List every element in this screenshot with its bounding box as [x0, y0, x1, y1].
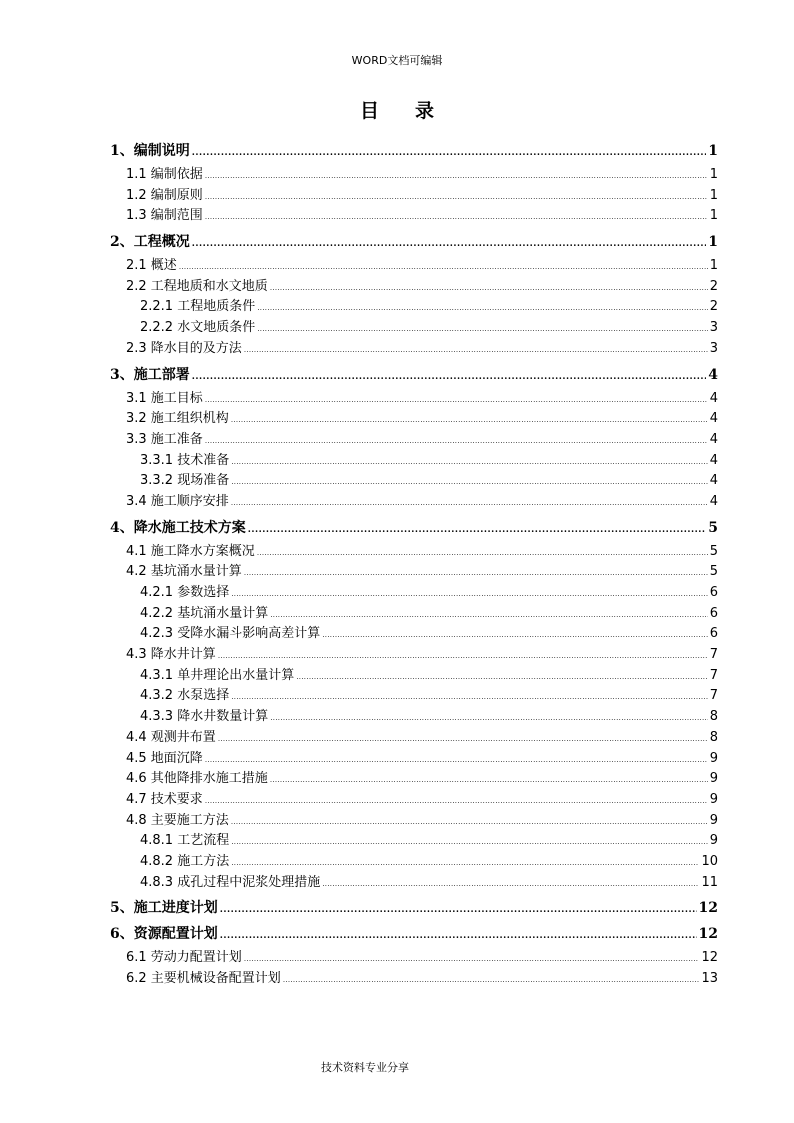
toc-entry-level-2[interactable]: [110, 540, 718, 561]
toc-entry-level-3[interactable]: [110, 664, 718, 685]
toc-dot-leader: [192, 148, 707, 158]
toc-entry-label: 2.3 降水目的及方法: [126, 340, 242, 356]
toc-entry-level-2[interactable]: [110, 767, 718, 788]
toc-entry-level-2[interactable]: [110, 428, 718, 449]
toc-entry-level-3[interactable]: [110, 850, 718, 871]
toc-entry-page-number: 5: [709, 564, 718, 580]
toc-entry-level-1[interactable]: [110, 364, 718, 384]
toc-dot-leader: [192, 372, 707, 382]
toc-entry-page-number: 1: [709, 208, 718, 224]
toc-dot-leader: [257, 325, 708, 333]
toc-dot-leader: [205, 797, 708, 805]
toc-entry-page-number: 3: [709, 340, 718, 356]
toc-entry-page-number: 13: [701, 971, 718, 986]
toc-entry-page-number: 12: [701, 950, 718, 966]
toc-entry-level-2[interactable]: [110, 726, 718, 747]
toc-entry-label: 3.1 施工目标: [126, 390, 203, 406]
toc-entry-page-number: 6: [709, 585, 718, 600]
toc-entry-page-number: 12: [698, 926, 718, 943]
toc-dot-leader: [270, 284, 708, 292]
toc-entry-label: 2.2 工程地质和水文地质: [126, 278, 268, 294]
toc-entry-label: 3.3.1 技术准备: [140, 452, 230, 468]
toc-entry-page-number: 1: [709, 258, 718, 274]
toc-entry-label: 1.2 编制原则: [126, 187, 203, 203]
toc-title: [0, 96, 794, 123]
toc-entry-page-number: 10: [701, 853, 718, 869]
toc-entry-page-number: 8: [709, 729, 718, 745]
toc-entry-level-3[interactable]: [110, 316, 718, 337]
toc-entry-level-2[interactable]: [110, 560, 718, 581]
toc-entry-page-number: 5: [708, 519, 718, 536]
toc-entry-page-number: 7: [709, 647, 718, 663]
toc-entry-level-3[interactable]: [110, 295, 718, 316]
toc-entry-label: 3.3 施工准备: [126, 431, 203, 447]
toc-entry-level-2[interactable]: [110, 163, 718, 184]
toc-dot-leader: [270, 714, 708, 722]
toc-entry-label: 1.1 编制依据: [126, 167, 203, 182]
toc-entry-level-2[interactable]: [110, 254, 718, 275]
toc-dot-leader: [205, 172, 708, 180]
toc-entry-level-2[interactable]: [110, 387, 718, 408]
toc-entry-label: 4.5 地面沉降: [126, 750, 203, 766]
toc-entry-label: 4.2 基坑涌水量计算: [126, 564, 242, 580]
toc-entry-page-number: 12: [698, 900, 718, 917]
toc-entry-page-number: 4: [709, 431, 718, 447]
toc-entry-label: 4.1 施工降水方案概况: [126, 543, 255, 559]
toc-dot-leader: [283, 976, 700, 984]
table-of-contents: [110, 140, 718, 988]
toc-entry-page-number: 5: [709, 543, 718, 559]
toc-dot-leader: [179, 263, 708, 271]
toc-entry-level-3[interactable]: [110, 622, 718, 643]
toc-entry-page-number: 3: [709, 320, 718, 336]
toc-entry-label: 4.4 观测井布置: [126, 729, 216, 745]
page-header: WORD文档可编辑: [351, 54, 443, 67]
toc-dot-leader: [218, 652, 708, 660]
toc-entry-page-number: 8: [709, 709, 718, 725]
toc-dot-leader: [205, 756, 708, 764]
toc-dot-leader: [322, 880, 699, 888]
toc-dot-leader: [231, 838, 708, 846]
toc-entry-page-number: 4: [709, 411, 718, 427]
toc-entry-label: 4.7 技术要求: [126, 791, 203, 807]
page-footer: 技术资料专业分享: [321, 1061, 409, 1074]
toc-entry-level-2[interactable]: [110, 337, 718, 358]
toc-entry-label: 4.3.1 单井理论出水量计算: [140, 667, 295, 683]
toc-entry-label: 4.8.2 施工方法: [140, 853, 230, 869]
toc-entry-page-number: 4: [708, 366, 718, 383]
toc-dot-leader: [231, 499, 708, 507]
toc-dot-leader: [205, 213, 708, 221]
toc-dot-leader: [248, 525, 707, 535]
toc-title-char-1: 目: [359, 100, 379, 122]
toc-entry-label: 2.2.2 水文地质条件: [140, 320, 256, 336]
toc-entry-level-2[interactable]: [110, 490, 718, 511]
toc-dot-leader: [322, 631, 708, 639]
toc-entry-label: 1、编制说明: [110, 143, 190, 159]
toc-entry-page-number: 4: [709, 473, 718, 489]
toc-entry-page-number: 9: [709, 791, 718, 807]
toc-entry-label: 2、工程概况: [110, 234, 190, 251]
toc-entry-label: 4.3.3 降水井数量计算: [140, 709, 269, 725]
toc-entry-level-2[interactable]: [110, 643, 718, 664]
toc-entry-level-3[interactable]: [110, 684, 718, 705]
toc-entry-label: 2.2.1 工程地质条件: [140, 299, 256, 315]
toc-entry-page-number: 1: [709, 187, 718, 203]
toc-entry-level-3[interactable]: [110, 829, 718, 850]
toc-entry-page-number: 11: [701, 874, 718, 890]
toc-dot-leader: [244, 346, 708, 354]
toc-entry-page-number: 9: [709, 750, 718, 766]
toc-entry-label: 6.1 劳动力配置计划: [126, 950, 242, 966]
toc-entry-level-1[interactable]: [110, 140, 718, 160]
toc-dot-leader: [231, 478, 708, 486]
toc-entry-page-number: 4: [709, 390, 718, 406]
toc-dot-leader: [296, 673, 708, 681]
toc-entry-label: 4.2.2 基坑涌水量计算: [140, 605, 269, 621]
toc-entry-label: 4.3 降水井计算: [126, 647, 216, 663]
toc-entry-level-2[interactable]: [110, 946, 718, 967]
toc-entry-page-number: 1: [708, 143, 718, 159]
toc-entry-label: 5、施工进度计划: [110, 900, 218, 917]
toc-entry-label: 4.2.3 受降水漏斗影响高差计算: [140, 626, 321, 642]
toc-entry-label: 4.3.2 水泵选择: [140, 688, 230, 704]
toc-entry-label: 4.2.1 参数选择: [140, 585, 230, 600]
toc-entry-level-1[interactable]: [110, 923, 718, 943]
toc-entry-level-2[interactable]: [110, 184, 718, 205]
toc-dot-leader: [231, 818, 708, 826]
toc-entry-label: 4.8 主要施工方法: [126, 812, 229, 828]
toc-dot-leader: [231, 693, 708, 701]
toc-entry-label: 3、施工部署: [110, 366, 190, 383]
toc-entry-level-3[interactable]: [110, 469, 718, 490]
toc-entry-level-1[interactable]: [110, 517, 718, 537]
toc-entry-label: 4.8.3 成孔过程中泥浆处理措施: [140, 874, 321, 890]
toc-entry-level-2[interactable]: [110, 204, 718, 225]
toc-entry-page-number: 9: [709, 812, 718, 828]
toc-dot-leader: [244, 955, 700, 963]
toc-entry-label: 4、降水施工技术方案: [110, 519, 246, 536]
toc-title-char-2: 录: [415, 100, 435, 122]
toc-dot-leader: [218, 735, 708, 743]
toc-entry-label: 6.2 主要机械设备配置计划: [126, 971, 281, 986]
toc-dot-leader: [231, 859, 699, 867]
toc-dot-leader: [205, 193, 708, 201]
toc-dot-leader: [244, 569, 708, 577]
toc-entry-level-2[interactable]: [110, 809, 718, 830]
toc-entry-label: 1.3 编制范围: [126, 208, 203, 224]
toc-entry-level-3[interactable]: [110, 449, 718, 470]
toc-dot-leader: [231, 590, 708, 598]
toc-entry-page-number: 9: [709, 833, 718, 849]
toc-entry-label: 4.8.1 工艺流程: [140, 833, 230, 849]
toc-dot-leader: [205, 396, 708, 404]
toc-entry-label: 3.3.2 现场准备: [140, 473, 230, 489]
toc-entry-page-number: 1: [709, 167, 718, 182]
toc-entry-level-1[interactable]: [110, 897, 718, 917]
toc-entry-label: 3.4 施工顺序安排: [126, 493, 229, 509]
toc-entry-page-number: 4: [709, 452, 718, 468]
toc-entry-page-number: 9: [709, 771, 718, 787]
toc-entry-page-number: 6: [709, 626, 718, 642]
toc-entry-label: 4.6 其他降排水施工措施: [126, 771, 268, 787]
toc-entry-level-1[interactable]: [110, 231, 718, 251]
toc-dot-leader: [220, 931, 697, 941]
toc-entry-level-3[interactable]: [110, 705, 718, 726]
toc-entry-level-3[interactable]: [110, 871, 718, 892]
toc-dot-leader: [231, 416, 708, 424]
toc-entry-page-number: 4: [709, 493, 718, 509]
toc-entry-page-number: 2: [709, 278, 718, 294]
toc-dot-leader: [192, 239, 707, 249]
toc-entry-level-2[interactable]: [110, 967, 718, 988]
toc-entry-level-2[interactable]: [110, 788, 718, 809]
toc-dot-leader: [220, 905, 697, 915]
toc-dot-leader: [270, 611, 708, 619]
toc-entry-page-number: 7: [709, 688, 718, 704]
toc-entry-page-number: 1: [708, 234, 718, 251]
toc-dot-leader: [257, 304, 708, 312]
toc-entry-level-2[interactable]: [110, 747, 718, 768]
toc-entry-page-number: 2: [709, 299, 718, 315]
toc-entry-level-2[interactable]: [110, 407, 718, 428]
toc-entry-label: 2.1 概述: [126, 258, 177, 274]
toc-entry-label: 6、资源配置计划: [110, 926, 218, 943]
toc-entry-level-3[interactable]: [110, 602, 718, 623]
toc-entry-label: 3.2 施工组织机构: [126, 411, 229, 427]
toc-dot-leader: [231, 458, 708, 466]
toc-entry-page-number: 6: [709, 605, 718, 621]
toc-entry-level-2[interactable]: [110, 275, 718, 296]
toc-entry-level-3[interactable]: [110, 581, 718, 602]
toc-dot-leader: [270, 776, 708, 784]
toc-dot-leader: [205, 437, 708, 445]
toc-entry-page-number: 7: [709, 667, 718, 683]
toc-dot-leader: [257, 549, 708, 557]
